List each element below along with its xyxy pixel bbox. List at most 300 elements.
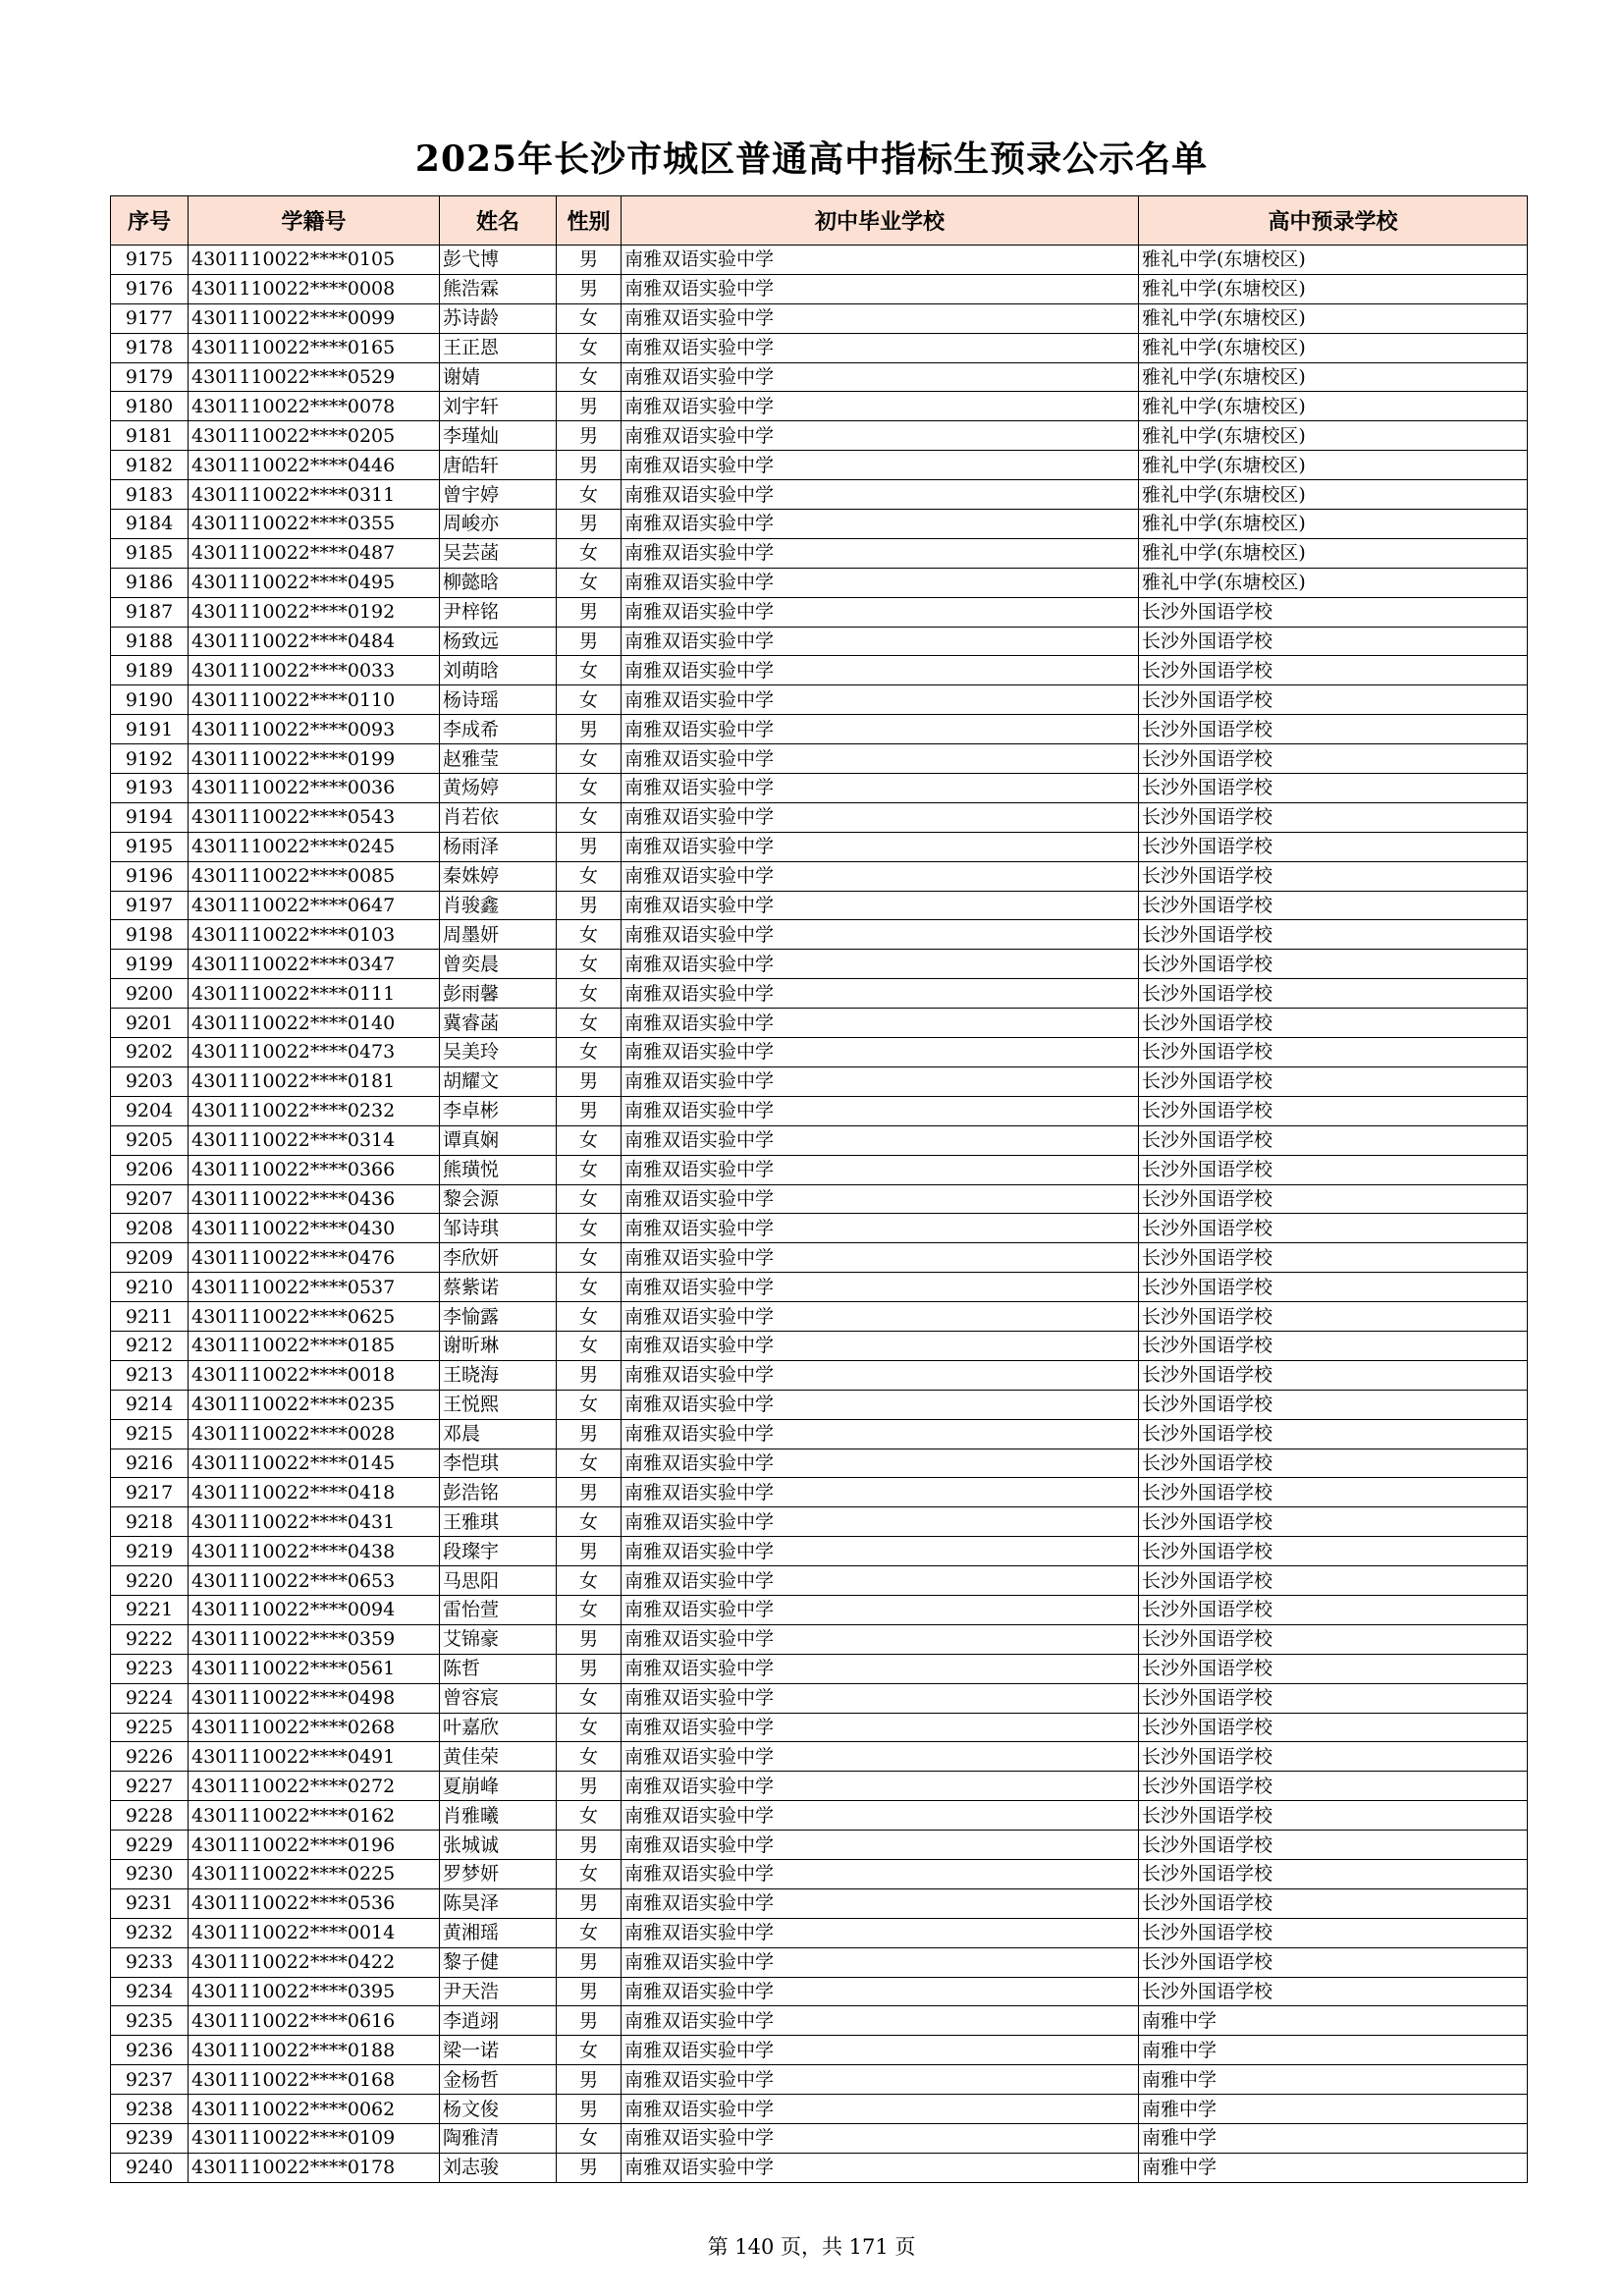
cell-gender: 男 [557, 1419, 622, 1449]
cell-gender: 女 [557, 656, 622, 685]
cell-name: 吴美玲 [440, 1038, 557, 1067]
cell-gender: 女 [557, 568, 622, 597]
table-row [111, 1449, 1528, 1478]
cell-high-school: 长沙外国语学校 [1139, 979, 1528, 1009]
cell-gender: 女 [557, 2036, 622, 2065]
cell-high-school: 长沙外国语学校 [1139, 1537, 1528, 1566]
page-title: 2025年长沙市城区普通高中指标生预录公示名单 [414, 138, 1209, 180]
cell-name: 刘宇轩 [440, 392, 557, 421]
cell-student-id: 4301110022****0165 [189, 333, 440, 362]
cell-name: 苏诗龄 [440, 303, 557, 333]
cell-name: 熊璜悦 [440, 1155, 557, 1184]
cell-seq: 9207 [111, 1184, 189, 1214]
table-row [111, 1713, 1528, 1742]
cell-high-school: 长沙外国语学校 [1139, 774, 1528, 803]
cell-gender: 男 [557, 1947, 622, 1977]
cell-middle-school: 南雅双语实验中学 [622, 1243, 1139, 1273]
cell-middle-school: 南雅双语实验中学 [622, 1419, 1139, 1449]
table-row [111, 1537, 1528, 1566]
cell-middle-school: 南雅双语实验中学 [622, 597, 1139, 627]
cell-middle-school: 南雅双语实验中学 [622, 1918, 1139, 1947]
cell-seq: 9206 [111, 1155, 189, 1184]
cell-high-school: 长沙外国语学校 [1139, 891, 1528, 920]
cell-middle-school: 南雅双语实验中学 [622, 1331, 1139, 1360]
cell-student-id: 4301110022****0314 [189, 1125, 440, 1155]
cell-gender: 男 [557, 1977, 622, 2006]
cell-gender: 女 [557, 1302, 622, 1332]
cell-seq: 9232 [111, 1918, 189, 1947]
cell-high-school: 长沙外国语学校 [1139, 1038, 1528, 1067]
cell-middle-school: 南雅双语实验中学 [622, 715, 1139, 744]
table-row [111, 333, 1528, 362]
cell-gender: 女 [557, 1243, 622, 1273]
cell-middle-school: 南雅双语实验中学 [622, 1801, 1139, 1831]
table-row [111, 510, 1528, 539]
cell-seq: 9211 [111, 1302, 189, 1332]
cell-name: 黎子健 [440, 1947, 557, 1977]
cell-middle-school: 南雅双语实验中学 [622, 1096, 1139, 1125]
cell-student-id: 4301110022****0647 [189, 891, 440, 920]
cell-middle-school: 南雅双语实验中学 [622, 802, 1139, 832]
table-row [111, 1947, 1528, 1977]
table-row [111, 421, 1528, 451]
cell-middle-school: 南雅双语实验中学 [622, 1125, 1139, 1155]
cell-gender: 男 [557, 1066, 622, 1096]
cell-name: 谢婧 [440, 362, 557, 392]
cell-gender: 女 [557, 1273, 622, 1302]
table-row [111, 1302, 1528, 1332]
cell-seq: 9185 [111, 538, 189, 568]
cell-middle-school: 南雅双语实验中学 [622, 362, 1139, 392]
cell-seq: 9210 [111, 1273, 189, 1302]
cell-middle-school: 南雅双语实验中学 [622, 1624, 1139, 1654]
cell-high-school: 长沙外国语学校 [1139, 1066, 1528, 1096]
cell-seq: 9197 [111, 891, 189, 920]
cell-middle-school: 南雅双语实验中学 [622, 1302, 1139, 1332]
cell-gender: 男 [557, 392, 622, 421]
cell-seq: 9218 [111, 1507, 189, 1537]
cell-student-id: 4301110022****0418 [189, 1478, 440, 1507]
cell-student-id: 4301110022****0140 [189, 1009, 440, 1038]
cell-name: 杨诗瑶 [440, 685, 557, 715]
table-row [111, 1184, 1528, 1214]
cell-gender: 男 [557, 1654, 622, 1683]
cell-name: 金杨哲 [440, 2065, 557, 2095]
cell-seq: 9186 [111, 568, 189, 597]
cell-middle-school: 南雅双语实验中学 [622, 832, 1139, 861]
cell-name: 刘志骏 [440, 2153, 557, 2182]
cell-seq: 9175 [111, 246, 189, 275]
cell-name: 李瑾灿 [440, 421, 557, 451]
cell-student-id: 4301110022****0487 [189, 538, 440, 568]
cell-high-school: 雅礼中学(东塘校区) [1139, 451, 1528, 480]
cell-high-school: 长沙外国语学校 [1139, 1184, 1528, 1214]
cell-name: 彭浩铭 [440, 1478, 557, 1507]
cell-middle-school: 南雅双语实验中学 [622, 1566, 1139, 1596]
cell-middle-school: 南雅双语实验中学 [622, 2095, 1139, 2124]
table-header-row [111, 196, 1528, 246]
cell-middle-school: 南雅双语实验中学 [622, 1595, 1139, 1624]
table-row [111, 1507, 1528, 1537]
cell-middle-school: 南雅双语实验中学 [622, 246, 1139, 275]
cell-student-id: 4301110022****0192 [189, 597, 440, 627]
cell-student-id: 4301110022****0476 [189, 1243, 440, 1273]
cell-high-school: 南雅中学 [1139, 2124, 1528, 2154]
cell-name: 尹天浩 [440, 1977, 557, 2006]
cell-gender: 女 [557, 1507, 622, 1537]
cell-seq: 9220 [111, 1566, 189, 1596]
cell-gender: 女 [557, 1918, 622, 1947]
cell-seq: 9182 [111, 451, 189, 480]
cell-name: 熊浩霖 [440, 274, 557, 303]
cell-student-id: 4301110022****0162 [189, 1801, 440, 1831]
cell-gender: 男 [557, 832, 622, 861]
cell-name: 王悦熙 [440, 1390, 557, 1419]
cell-seq: 9180 [111, 392, 189, 421]
cell-student-id: 4301110022****0105 [189, 246, 440, 275]
cell-seq: 9193 [111, 774, 189, 803]
table-row [111, 246, 1528, 275]
cell-name: 秦姝婷 [440, 861, 557, 891]
cell-middle-school: 南雅双语实验中学 [622, 2006, 1139, 2036]
table-row [111, 1478, 1528, 1507]
table-row [111, 274, 1528, 303]
cell-high-school: 长沙外国语学校 [1139, 1449, 1528, 1478]
cell-gender: 女 [557, 1009, 622, 1038]
cell-gender: 男 [557, 2095, 622, 2124]
cell-name: 艾锦豪 [440, 1624, 557, 1654]
cell-high-school: 雅礼中学(东塘校区) [1139, 538, 1528, 568]
cell-middle-school: 南雅双语实验中学 [622, 538, 1139, 568]
cell-middle-school: 南雅双语实验中学 [622, 1537, 1139, 1566]
cell-high-school: 南雅中学 [1139, 2006, 1528, 2036]
cell-high-school: 长沙外国语学校 [1139, 744, 1528, 774]
cell-name: 曾奕晨 [440, 950, 557, 979]
cell-name: 吴芸菡 [440, 538, 557, 568]
header-name: 姓名 [440, 196, 557, 246]
table-row [111, 891, 1528, 920]
cell-student-id: 4301110022****0359 [189, 1624, 440, 1654]
table-row [111, 950, 1528, 979]
cell-middle-school: 南雅双语实验中学 [622, 1977, 1139, 2006]
cell-high-school: 长沙外国语学校 [1139, 597, 1528, 627]
cell-seq: 9202 [111, 1038, 189, 1067]
cell-name: 黎会源 [440, 1184, 557, 1214]
cell-seq: 9224 [111, 1683, 189, 1713]
cell-seq: 9179 [111, 362, 189, 392]
cell-high-school: 雅礼中学(东塘校区) [1139, 480, 1528, 510]
cell-gender: 女 [557, 1214, 622, 1243]
cell-gender: 男 [557, 510, 622, 539]
cell-gender: 女 [557, 362, 622, 392]
table-row [111, 744, 1528, 774]
cell-gender: 女 [557, 950, 622, 979]
table-row [111, 2036, 1528, 2065]
cell-gender: 男 [557, 1537, 622, 1566]
table-row [111, 1419, 1528, 1449]
cell-name: 谭真娴 [440, 1125, 557, 1155]
cell-student-id: 4301110022****0484 [189, 627, 440, 656]
cell-gender: 女 [557, 1125, 622, 1155]
cell-gender: 男 [557, 1478, 622, 1507]
cell-seq: 9236 [111, 2036, 189, 2065]
cell-name: 雷怡萱 [440, 1595, 557, 1624]
cell-gender: 女 [557, 1155, 622, 1184]
table-row [111, 392, 1528, 421]
cell-seq: 9233 [111, 1947, 189, 1977]
cell-seq: 9209 [111, 1243, 189, 1273]
cell-middle-school: 南雅双语实验中学 [622, 2153, 1139, 2182]
cell-name: 李恺琪 [440, 1449, 557, 1478]
cell-student-id: 4301110022****0543 [189, 802, 440, 832]
cell-seq: 9181 [111, 421, 189, 451]
cell-name: 刘萌晗 [440, 656, 557, 685]
cell-seq: 9215 [111, 1419, 189, 1449]
cell-seq: 9195 [111, 832, 189, 861]
cell-seq: 9190 [111, 685, 189, 715]
cell-middle-school: 南雅双语实验中学 [622, 627, 1139, 656]
cell-seq: 9188 [111, 627, 189, 656]
cell-seq: 9213 [111, 1360, 189, 1390]
cell-seq: 9234 [111, 1977, 189, 2006]
cell-name: 肖若依 [440, 802, 557, 832]
cell-high-school: 长沙外国语学校 [1139, 715, 1528, 744]
cell-seq: 9177 [111, 303, 189, 333]
cell-high-school: 雅礼中学(东塘校区) [1139, 568, 1528, 597]
cell-gender: 女 [557, 2124, 622, 2154]
cell-gender: 男 [557, 1772, 622, 1801]
cell-gender: 女 [557, 1859, 622, 1888]
cell-middle-school: 南雅双语实验中学 [622, 480, 1139, 510]
cell-middle-school: 南雅双语实验中学 [622, 1449, 1139, 1478]
cell-name: 王晓海 [440, 1360, 557, 1390]
cell-seq: 9221 [111, 1595, 189, 1624]
cell-middle-school: 南雅双语实验中学 [622, 333, 1139, 362]
table-row [111, 538, 1528, 568]
cell-high-school: 长沙外国语学校 [1139, 1096, 1528, 1125]
cell-gender: 女 [557, 538, 622, 568]
cell-name: 张城诚 [440, 1831, 557, 1860]
cell-high-school: 长沙外国语学校 [1139, 832, 1528, 861]
cell-student-id: 4301110022****0268 [189, 1713, 440, 1742]
cell-name: 段璨宇 [440, 1537, 557, 1566]
table-row [111, 1801, 1528, 1831]
cell-middle-school: 南雅双语实验中学 [622, 1859, 1139, 1888]
cell-gender: 女 [557, 303, 622, 333]
table-row [111, 1683, 1528, 1713]
cell-middle-school: 南雅双语实验中学 [622, 568, 1139, 597]
cell-middle-school: 南雅双语实验中学 [622, 2036, 1139, 2065]
cell-seq: 9189 [111, 656, 189, 685]
cell-gender: 女 [557, 1742, 622, 1772]
cell-middle-school: 南雅双语实验中学 [622, 1478, 1139, 1507]
cell-student-id: 4301110022****0225 [189, 1859, 440, 1888]
cell-middle-school: 南雅双语实验中学 [622, 2124, 1139, 2154]
cell-high-school: 长沙外国语学校 [1139, 1125, 1528, 1155]
cell-high-school: 雅礼中学(东塘校区) [1139, 362, 1528, 392]
table-row [111, 1566, 1528, 1596]
cell-seq: 9199 [111, 950, 189, 979]
cell-high-school: 长沙外国语学校 [1139, 1888, 1528, 1918]
cell-middle-school: 南雅双语实验中学 [622, 1214, 1139, 1243]
cell-gender: 男 [557, 421, 622, 451]
cell-seq: 9203 [111, 1066, 189, 1096]
cell-name: 杨文俊 [440, 2095, 557, 2124]
cell-student-id: 4301110022****0033 [189, 656, 440, 685]
cell-seq: 9184 [111, 510, 189, 539]
cell-seq: 9227 [111, 1772, 189, 1801]
table-row [111, 1859, 1528, 1888]
cell-student-id: 4301110022****0178 [189, 2153, 440, 2182]
cell-seq: 9214 [111, 1390, 189, 1419]
table-row [111, 1009, 1528, 1038]
cell-high-school: 长沙外国语学校 [1139, 1360, 1528, 1390]
cell-gender: 女 [557, 774, 622, 803]
cell-middle-school: 南雅双语实验中学 [622, 774, 1139, 803]
cell-name: 陈昊泽 [440, 1888, 557, 1918]
cell-student-id: 4301110022****0093 [189, 715, 440, 744]
cell-name: 唐皓轩 [440, 451, 557, 480]
cell-seq: 9191 [111, 715, 189, 744]
cell-name: 李愉露 [440, 1302, 557, 1332]
cell-gender: 男 [557, 1624, 622, 1654]
cell-gender: 女 [557, 1595, 622, 1624]
cell-seq: 9194 [111, 802, 189, 832]
cell-gender: 女 [557, 333, 622, 362]
cell-seq: 9225 [111, 1713, 189, 1742]
cell-name: 曾宇婷 [440, 480, 557, 510]
cell-gender: 男 [557, 627, 622, 656]
cell-name: 夏崩峰 [440, 1772, 557, 1801]
cell-student-id: 4301110022****0018 [189, 1360, 440, 1390]
cell-high-school: 长沙外国语学校 [1139, 1214, 1528, 1243]
table-row [111, 2124, 1528, 2154]
cell-name: 李卓彬 [440, 1096, 557, 1125]
cell-seq: 9212 [111, 1331, 189, 1360]
cell-student-id: 4301110022****0181 [189, 1066, 440, 1096]
cell-high-school: 长沙外国语学校 [1139, 1331, 1528, 1360]
table-row [111, 1096, 1528, 1125]
cell-gender: 女 [557, 1801, 622, 1831]
cell-gender: 女 [557, 1331, 622, 1360]
cell-gender: 女 [557, 979, 622, 1009]
cell-student-id: 4301110022****0616 [189, 2006, 440, 2036]
cell-gender: 男 [557, 246, 622, 275]
cell-high-school: 长沙外国语学校 [1139, 1302, 1528, 1332]
table-row [111, 1977, 1528, 2006]
cell-gender: 男 [557, 715, 622, 744]
header-middle-school: 初中毕业学校 [622, 196, 1139, 246]
cell-high-school: 雅礼中学(东塘校区) [1139, 246, 1528, 275]
cell-gender: 女 [557, 1566, 622, 1596]
cell-name: 叶嘉欣 [440, 1713, 557, 1742]
cell-high-school: 长沙外国语学校 [1139, 1009, 1528, 1038]
cell-seq: 9204 [111, 1096, 189, 1125]
cell-name: 李成希 [440, 715, 557, 744]
cell-middle-school: 南雅双语实验中学 [622, 1155, 1139, 1184]
cell-seq: 9240 [111, 2153, 189, 2182]
cell-student-id: 4301110022****0014 [189, 1918, 440, 1947]
cell-middle-school: 南雅双语实验中学 [622, 2065, 1139, 2095]
cell-student-id: 4301110022****0311 [189, 480, 440, 510]
cell-gender: 男 [557, 597, 622, 627]
cell-middle-school: 南雅双语实验中学 [622, 1888, 1139, 1918]
cell-high-school: 长沙外国语学校 [1139, 1654, 1528, 1683]
table-row [111, 480, 1528, 510]
cell-middle-school: 南雅双语实验中学 [622, 891, 1139, 920]
cell-seq: 9231 [111, 1888, 189, 1918]
cell-student-id: 4301110022****0498 [189, 1683, 440, 1713]
table-row [111, 303, 1528, 333]
cell-student-id: 4301110022****0235 [189, 1390, 440, 1419]
table-row [111, 1624, 1528, 1654]
cell-seq: 9228 [111, 1801, 189, 1831]
cell-middle-school: 南雅双语实验中学 [622, 421, 1139, 451]
cell-gender: 男 [557, 274, 622, 303]
cell-high-school: 雅礼中学(东塘校区) [1139, 303, 1528, 333]
cell-student-id: 4301110022****0205 [189, 421, 440, 451]
cell-gender: 男 [557, 2065, 622, 2095]
cell-gender: 男 [557, 1888, 622, 1918]
header-student-id: 学籍号 [189, 196, 440, 246]
cell-student-id: 4301110022****0062 [189, 2095, 440, 2124]
cell-name: 周墨妍 [440, 920, 557, 950]
table-row [111, 1066, 1528, 1096]
cell-middle-school: 南雅双语实验中学 [622, 1947, 1139, 1977]
cell-gender: 女 [557, 480, 622, 510]
cell-high-school: 长沙外国语学校 [1139, 1947, 1528, 1977]
table-row [111, 568, 1528, 597]
cell-student-id: 4301110022****0028 [189, 1419, 440, 1449]
cell-name: 陶雅清 [440, 2124, 557, 2154]
table-row [111, 774, 1528, 803]
cell-student-id: 4301110022****0529 [189, 362, 440, 392]
header-gender: 性别 [557, 196, 622, 246]
cell-name: 马思阳 [440, 1566, 557, 1596]
cell-high-school: 长沙外国语学校 [1139, 1566, 1528, 1596]
header-seq: 序号 [111, 196, 189, 246]
table-body [111, 246, 1528, 2183]
cell-high-school: 长沙外国语学校 [1139, 1419, 1528, 1449]
cell-student-id: 4301110022****0168 [189, 2065, 440, 2095]
cell-name: 王雅琪 [440, 1507, 557, 1537]
cell-name: 谢昕琳 [440, 1331, 557, 1360]
cell-student-id: 4301110022****0491 [189, 1742, 440, 1772]
cell-name: 黄湘瑶 [440, 1918, 557, 1947]
cell-student-id: 4301110022****0431 [189, 1507, 440, 1537]
cell-high-school: 长沙外国语学校 [1139, 1155, 1528, 1184]
table-row [111, 920, 1528, 950]
cell-student-id: 4301110022****0446 [189, 451, 440, 480]
header-high-school: 高中预录学校 [1139, 196, 1528, 246]
cell-student-id: 4301110022****0245 [189, 832, 440, 861]
cell-gender: 女 [557, 1683, 622, 1713]
cell-high-school: 长沙外国语学校 [1139, 861, 1528, 891]
cell-middle-school: 南雅双语实验中学 [622, 1390, 1139, 1419]
table-row [111, 2065, 1528, 2095]
cell-seq: 9198 [111, 920, 189, 950]
cell-student-id: 4301110022****0495 [189, 568, 440, 597]
cell-middle-school: 南雅双语实验中学 [622, 861, 1139, 891]
cell-high-school: 雅礼中学(东塘校区) [1139, 421, 1528, 451]
cell-middle-school: 南雅双语实验中学 [622, 1713, 1139, 1742]
cell-high-school: 长沙外国语学校 [1139, 1390, 1528, 1419]
cell-middle-school: 南雅双语实验中学 [622, 950, 1139, 979]
table-row [111, 2153, 1528, 2182]
cell-high-school: 长沙外国语学校 [1139, 627, 1528, 656]
table-row [111, 451, 1528, 480]
cell-gender: 女 [557, 744, 622, 774]
